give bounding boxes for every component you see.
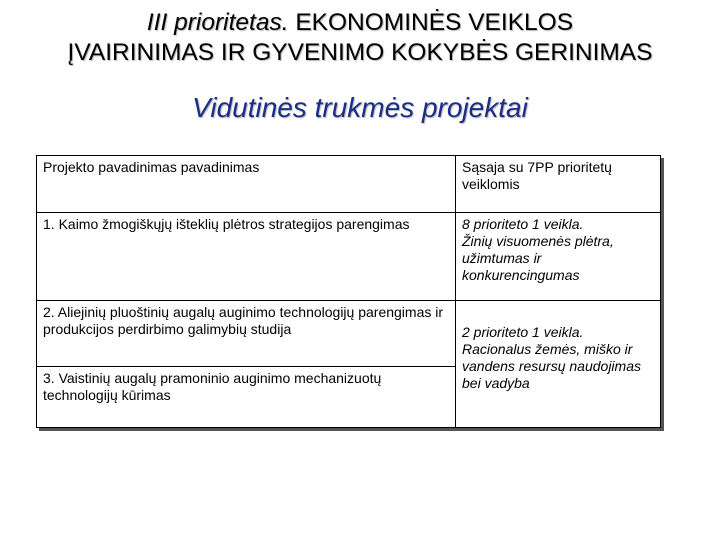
projects-2-3-link-priority: 2 prioriteto 1 veikla.	[462, 324, 584, 340]
title-line1-text: EKONOMINĖS VEIKLOS	[288, 9, 574, 36]
title-priority-label: III prioritetas.	[146, 9, 289, 36]
project-1-link-description: Žinių visuomenės plėtra, užimtumas ir konkurencingumas	[462, 233, 614, 283]
project-1-link	[456, 213, 661, 301]
title-line2-text: ĮVAIRINIMAS IR GYVENIMO KOKYBĖS GERINIMAS	[67, 39, 653, 66]
project-1-name: 1. Kaimo žmogiškųjų išteklių plėtros strategijos parengimas	[37, 213, 456, 301]
table-header-row	[37, 156, 661, 213]
slide-subtitle: Vidutinės trukmės projektai	[192, 92, 528, 123]
slide-title	[0, 8, 720, 68]
project-3-name: 3. Vaistinių augalų pramoninio auginimo mechanizuotų technologijų kūrimas	[37, 367, 456, 428]
project-1-link-priority: 8 prioriteto 1 veikla.	[462, 216, 584, 232]
table-row	[37, 301, 661, 367]
header-project-name: Projekto pavadinimas pavadinimas	[37, 156, 456, 213]
projects-2-3-link-description: Racionalus žemės, miško ir vandens resursų naudojimas bei vadyba	[462, 341, 641, 391]
header-7pp-link: Sąsaja su 7PP prioritetų veiklomis	[456, 156, 661, 213]
projects-table	[36, 155, 661, 428]
project-2-name: 2. Aliejinių pluoštinių augalų auginimo technologijų parengimas ir produkcijos perdirbimo galimybių studija	[37, 301, 456, 367]
projects-2-3-link	[456, 301, 661, 428]
table-row	[37, 213, 661, 301]
